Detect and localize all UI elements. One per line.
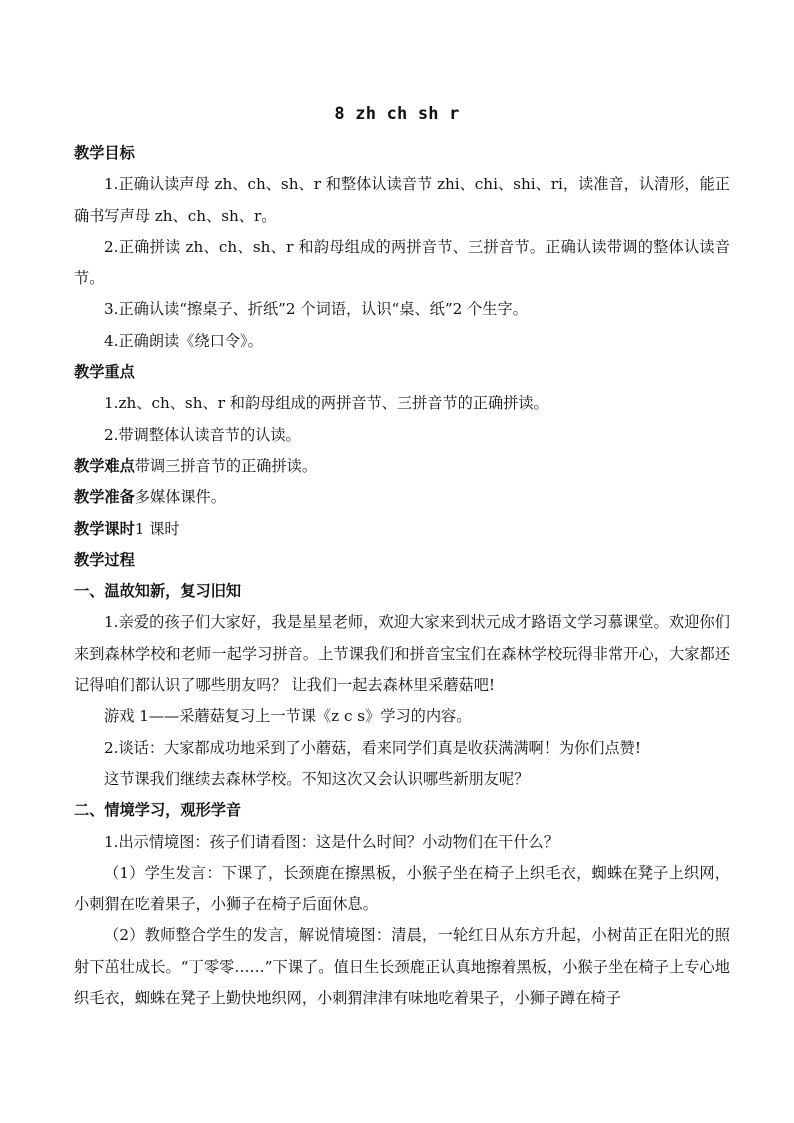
process-heading: 教学过程: [74, 550, 135, 569]
difficulty-label: 教学难点: [74, 456, 135, 475]
section2-paragraph: 1.出示情境图：孩子们请看图：这是什么时间？小动物们在干什么？: [104, 832, 559, 851]
document-body: [74, 138, 730, 1014]
section1-paragraph: 这节课我们继续去森林学校。不知这次又会认识哪些新朋友呢？: [104, 769, 530, 788]
section1-heading: 一、温故知新，复习旧知: [74, 582, 242, 601]
page-title: 8 zh ch sh r: [334, 104, 460, 124]
preparation-text: 多媒体课件。: [134, 488, 226, 507]
preparation-label: 教学准备: [74, 488, 135, 507]
objective-item: 3.正确认读“擦桌子、折纸”2 个词语，认识“桌、纸”2 个生字。: [104, 300, 528, 319]
section2-paragraph: （2）教师整合学生的发言，解说情境图：清晨，一轮红日从东方升起，小树苗正在阳光的照射下茁壮成长。“丁零零……”下课了。值日生长颈鹿正认真地擦着黑板，小猴子坐在椅子上专心地织毛衣，蜘蛛在凳子上勤快地织网，小刺猬津津有味地吃着果子，小狮子蹲在椅子: [74, 926, 730, 1008]
difficulty-text: 带调三拼音节的正确拼读。: [134, 456, 317, 475]
section2-paragraph: （1）学生发言：下课了，长颈鹿在擦黑板，小猴子坐在椅子上织毛衣，蜘蛛在凳子上织网，小刺猬在吃着果子，小狮子在椅子后面休息。: [74, 863, 730, 914]
hours-line: [74, 514, 730, 545]
key-point-item: 1.zh、ch、sh、r 和韵母组成的两拼音节、三拼音节的正确拼读。: [104, 394, 549, 413]
section1-paragraph: 游戏 1——采蘑菇复习上一节课《z c s》学习的内容。: [104, 707, 472, 726]
objectives-heading: 教学目标: [74, 144, 135, 162]
hours-label: 教学课时: [74, 519, 135, 538]
preparation-line: [74, 482, 730, 513]
section1-paragraph: 1.亲爱的孩子们大家好，我是星星老师，欢迎大家来到状元成才路语文学习慕课堂。欢迎你们来到森林学校和老师一起学习拼音。上节课我们和拼音宝宝们在森林学校玩得非常开心，大家都还记得咱们都认识了哪些朋友吗？ 让我们一起去森林里采蘑菇吧!: [74, 613, 730, 695]
hours-text: 1 课时: [134, 519, 180, 538]
key-point-item: 2.带调整体认读音节的认读。: [104, 425, 301, 444]
section1-paragraph: 2.谈话：大家都成功地采到了小蘑菇，看来同学们真是收获满满啊！为你们点赞!: [104, 738, 641, 757]
key-points-heading: 教学重点: [74, 363, 135, 382]
objective-item: 4.正确朗读《绕口令》。: [104, 331, 263, 350]
objective-item: 1.正确认读声母 zh、ch、sh、r 和整体认读音节 zhi、chi、shi、ri，读准音，认清形，能正确书写声母 zh、ch、sh、r。: [74, 175, 730, 225]
objective-item: 2.正确拼读 zh、ch、sh、r 和韵母组成的两拼音节、三拼音节。正确认读带调的整体认读音节。: [74, 237, 730, 288]
section2-heading: 二、情境学习，观形学音: [74, 801, 242, 820]
difficulty-line: [74, 451, 730, 482]
